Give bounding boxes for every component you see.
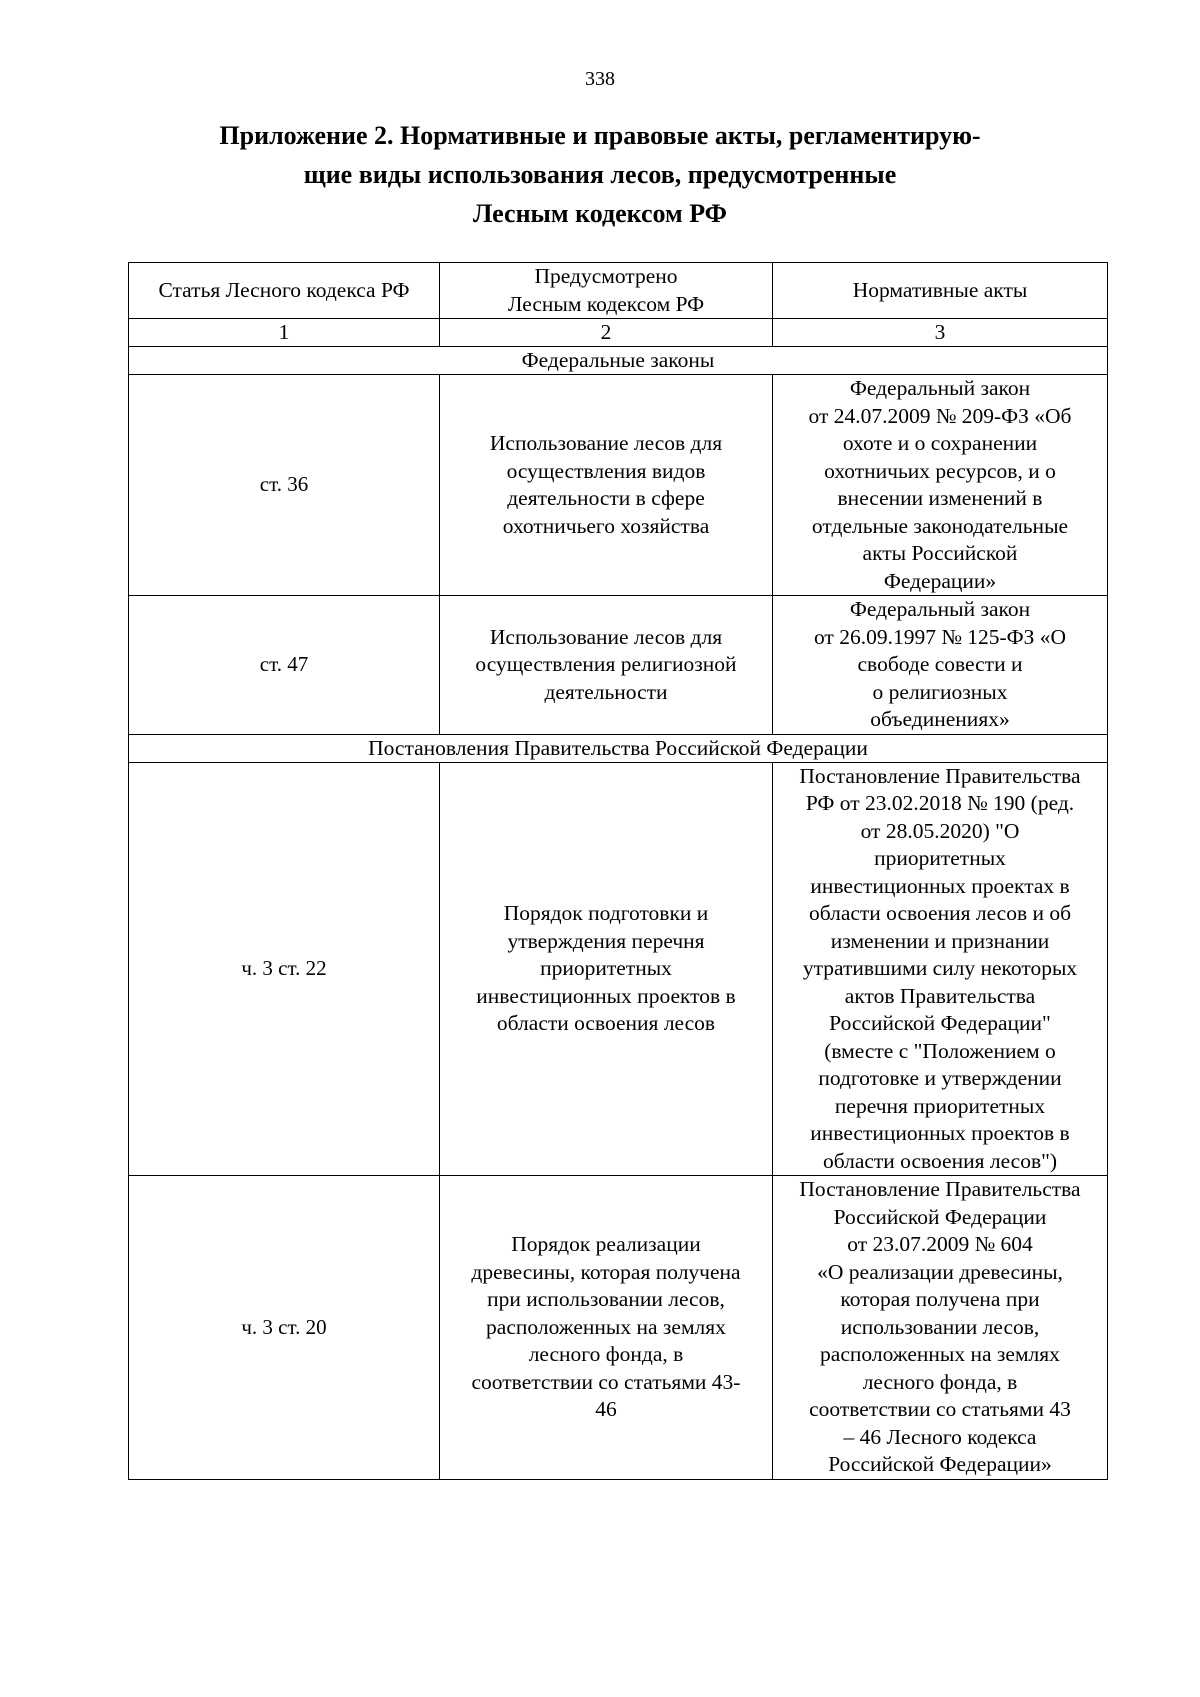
- text-line: Постановление Правительства: [799, 1177, 1081, 1201]
- text-line: соответствии со статьями 43: [809, 1397, 1071, 1421]
- page-title: [150, 116, 1050, 233]
- text-line: – 46 Лесного кодекса: [843, 1424, 1037, 1449]
- text-line: утверждения перечня: [507, 928, 705, 953]
- section-title: Федеральные законы: [129, 347, 1108, 375]
- text-line: лесного фонда, в: [528, 1342, 684, 1366]
- section-row: [129, 347, 1108, 375]
- text-line: области освоения лесов: [496, 1011, 716, 1035]
- column-number: 1: [129, 319, 440, 347]
- header-provision-line: Предусмотрено: [534, 264, 678, 288]
- article-cell: ст. 36: [129, 375, 440, 596]
- text-line: использовании лесов,: [840, 1314, 1040, 1339]
- article-cell: ч. 3 ст. 20: [129, 1176, 440, 1480]
- text-line: «О реализации древесины,: [817, 1259, 1063, 1284]
- text-line: инвестиционных проектов в: [476, 983, 736, 1008]
- title-line: Лесным кодексом РФ: [472, 199, 728, 228]
- text-line: охотничьих ресурсов, и о: [824, 458, 1056, 483]
- text-line: свободе совести и: [857, 652, 1023, 676]
- text-line: инвестиционных проектов в: [810, 1121, 1070, 1145]
- text-line: (вместе с "Положением о: [824, 1038, 1056, 1063]
- header-row: [129, 263, 1108, 319]
- text-line: актов Правительства: [844, 983, 1036, 1008]
- text-line: подготовке и утверждении: [818, 1066, 1062, 1090]
- table-row: [129, 1176, 1108, 1480]
- header-acts: Нормативные акты: [773, 263, 1108, 319]
- text-line: от 26.09.1997 № 125-ФЗ «О: [813, 624, 1067, 649]
- text-line: которая получена при: [840, 1287, 1040, 1311]
- section-title: Постановления Правительства Российской Федерации: [129, 734, 1108, 762]
- text-line: области освоения лесов"): [822, 1148, 1058, 1173]
- text-line: от 28.05.2020) "О: [860, 818, 1020, 843]
- text-line: от 23.07.2009 № 604: [847, 1232, 1033, 1256]
- text-line: осуществления видов: [506, 458, 706, 483]
- text-line: Федеральный закон: [849, 597, 1031, 621]
- text-line: лесного фонда, в: [862, 1369, 1018, 1394]
- provision-cell: [440, 762, 773, 1176]
- text-line: Использование лесов для: [489, 624, 723, 649]
- text-line: расположенных на землях: [820, 1342, 1060, 1366]
- header-provision-line: Лесным кодексом РФ: [507, 291, 705, 316]
- text-line: древесины, которая получена: [471, 1259, 741, 1284]
- text-line: деятельности в сфере: [507, 486, 705, 510]
- provision-cell: [440, 596, 773, 735]
- title-line: Приложение 2. Нормативные и правовые акты, регламентирую-: [219, 121, 981, 150]
- text-line: соответствии со статьями 43-: [471, 1369, 741, 1394]
- title-line: щие виды использования лесов, предусмотренные: [303, 160, 897, 189]
- text-line: инвестиционных проектах в: [810, 873, 1070, 898]
- table-row: [129, 762, 1108, 1176]
- text-line: Российской Федерации": [829, 1011, 1051, 1035]
- text-line: объединениях»: [870, 707, 1010, 731]
- text-line: изменении и признании: [830, 928, 1050, 953]
- text-line: Порядок реализации: [511, 1232, 701, 1256]
- provision-cell: [440, 1176, 773, 1480]
- text-line: приоритетных: [874, 846, 1006, 870]
- act-cell: [773, 1176, 1108, 1480]
- text-line: РФ от 23.02.2018 № 190 (ред.: [805, 791, 1075, 815]
- text-line: осуществления религиозной: [475, 652, 737, 676]
- header-provision: [440, 263, 773, 319]
- text-line: при использовании лесов,: [487, 1287, 725, 1311]
- text-line: от 24.07.2009 № 209-ФЗ «Об: [808, 403, 1072, 428]
- text-line: Федеральный закон: [849, 376, 1031, 400]
- legal-acts-table: [128, 262, 1108, 1480]
- text-line: приоритетных: [540, 956, 672, 980]
- column-number-row: [129, 319, 1108, 347]
- column-number: 2: [440, 319, 773, 347]
- table-row: [129, 375, 1108, 596]
- text-line: охоте и о сохранении: [842, 431, 1038, 455]
- article-cell: ч. 3 ст. 22: [129, 762, 440, 1176]
- text-line: Федерации»: [883, 568, 997, 593]
- act-cell: [773, 375, 1108, 596]
- text-line: 46: [595, 1397, 617, 1421]
- text-line: Российской Федерации»: [828, 1452, 1052, 1476]
- section-row: [129, 734, 1108, 762]
- text-line: утратившими силу некоторых: [802, 956, 1078, 980]
- text-line: Российской Федерации: [833, 1204, 1047, 1229]
- text-line: расположенных на землях: [486, 1314, 726, 1339]
- text-line: Порядок подготовки и: [503, 901, 709, 925]
- text-line: отдельные законодательные: [811, 513, 1069, 538]
- header-article: Статья Лесного кодекса РФ: [129, 263, 440, 319]
- text-line: Использование лесов для: [489, 431, 723, 455]
- text-line: Постановление Правительства: [799, 763, 1081, 788]
- text-line: о религиозных: [872, 679, 1008, 704]
- act-cell: [773, 596, 1108, 735]
- text-line: области освоения лесов и об: [808, 901, 1072, 925]
- text-line: перечня приоритетных: [834, 1093, 1046, 1118]
- text-line: внесении изменений в: [837, 486, 1043, 510]
- provision-cell: [440, 375, 773, 596]
- text-line: акты Российской: [862, 541, 1018, 565]
- page-number: 338: [585, 68, 615, 90]
- table-row: [129, 596, 1108, 735]
- act-cell: [773, 762, 1108, 1176]
- text-line: охотничьего хозяйства: [502, 513, 710, 538]
- article-cell: ст. 47: [129, 596, 440, 735]
- text-line: деятельности: [544, 679, 668, 704]
- column-number: 3: [773, 319, 1108, 347]
